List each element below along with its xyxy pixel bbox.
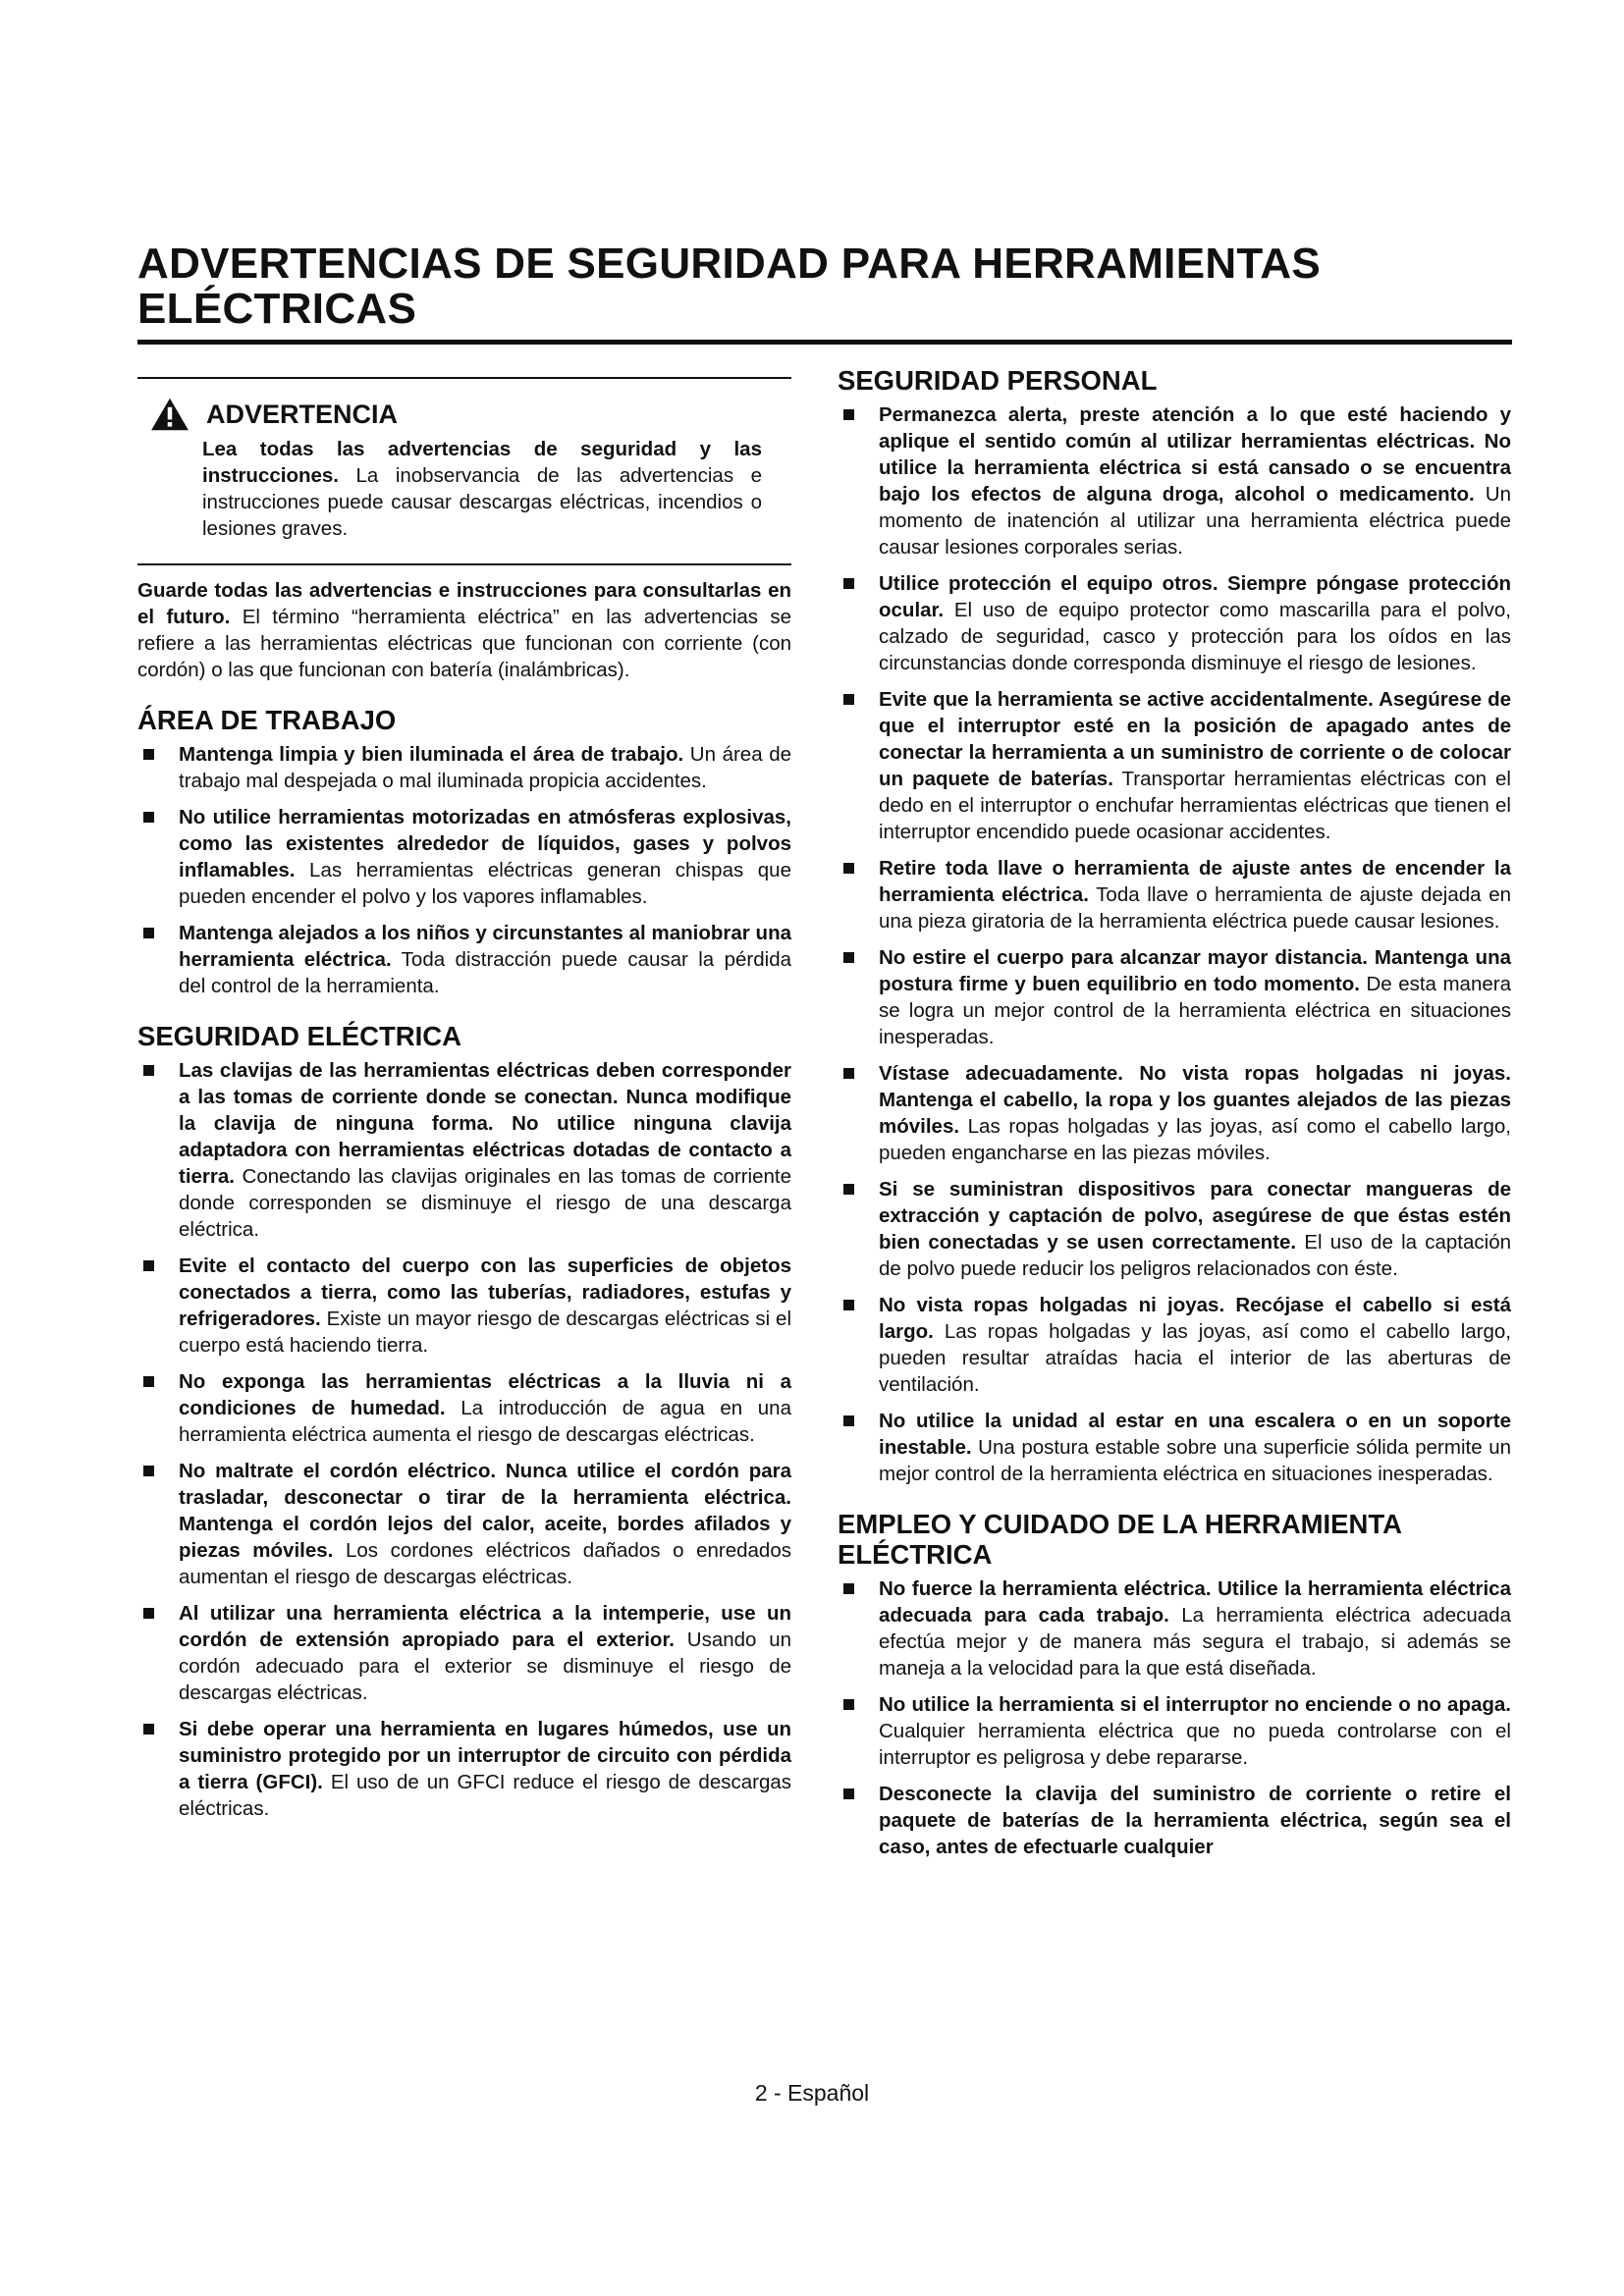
list-item: No utilice herramientas motorizadas en atmósferas explosivas, como las existentes alrededor de líquidos, gases y polvos inflamables. Las herramientas eléctricas generan chispas que pueden encender el polvo y los vapores inflamables.: [137, 804, 791, 910]
bullet-icon: [843, 1789, 854, 1799]
list-item: No estire el cuerpo para alcanzar mayor distancia. Mantenga una postura firme y buen equilibrio en todo momento. De esta manera se logra un mejor control de la herramienta eléctrica en situaciones inesperadas.: [838, 944, 1511, 1050]
section-heading-personal: SEGURIDAD PERSONAL: [838, 365, 1158, 396]
bullet-icon: [143, 1608, 154, 1619]
bullet-icon: [843, 1184, 854, 1195]
section-heading-area: ÁREA DE TRABAJO: [137, 705, 397, 735]
personal-list: [838, 401, 1511, 1487]
list-item: Al utilizar una herramienta eléctrica a la intemperie, use un cordón de extensión apropiado para el exterior. Usando un cordón adecuado para el exterior se disminuye el riesgo de descargas eléctricas.: [137, 1600, 791, 1706]
bullet-icon: [843, 863, 854, 874]
right-column: [838, 365, 1511, 1870]
bullet-icon: [843, 578, 854, 589]
area-list: [137, 741, 791, 999]
list-item: Utilice protección el equipo otros. Siempre póngase protección ocular. El uso de equipo protector como mascarilla para el polvo, calzado de seguridad, casco y protección para los oídos en las circunstancias donde corresponda disminuye el riesgo de lesiones.: [838, 570, 1511, 676]
section-heading-empleo: EMPLEO Y CUIDADO DE LA HERRAMIENTA ELÉCTRICA: [838, 1509, 1401, 1570]
bullet-icon: [843, 1300, 854, 1310]
bullet-icon: [843, 1415, 854, 1426]
warning-triangle-icon: [147, 397, 192, 432]
list-item: No vista ropas holgadas ni joyas. Recójase el cabello si está largo. Las ropas holgadas y las joyas, así como el cabello largo, pueden resultar atraídas hacia el interior de las aberturas de ventilación.: [838, 1292, 1511, 1398]
bullet-icon: [143, 1724, 154, 1735]
list-item: Si debe operar una herramienta en lugares húmedos, use un suministro protegido por un interruptor de circuito con pérdida a tierra (GFCI). El uso de un GFCI reduce el riesgo de descargas eléctricas.: [137, 1716, 791, 1822]
bullet-icon: [843, 952, 854, 963]
warning-header: [137, 397, 791, 432]
list-item: Mantenga limpia y bien iluminada el área de trabajo. Un área de trabajo mal despejada o mal iluminada propicia accidentes.: [137, 741, 791, 794]
warning-text: Lea todas las advertencias de seguridad y las instrucciones. La inobservancia de las advertencias e instrucciones puede causar descargas eléctricas, incendios o lesiones graves.: [202, 438, 762, 540]
bullet-icon: [143, 1466, 154, 1476]
page-title: ADVERTENCIAS DE SEGURIDAD PARA HERRAMIENTAS ELÉCTRICAS: [137, 240, 1322, 333]
list-item: Las clavijas de las herramientas eléctricas deben corresponder a las tomas de corriente donde se conectan. Nunca modifique la clavija de ninguna forma. No utilice ninguna clavija adaptadora con herramientas eléctricas dotadas de contacto a tierra. Conectando las clavijas originales en las tomas de corriente donde corresponden se disminuye el riesgo de una descarga eléctrica.: [137, 1057, 791, 1243]
list-item: Mantenga alejados a los niños y circunstantes al maniobrar una herramienta eléctrica. Toda distracción puede causar la pérdida del control de la herramienta.: [137, 920, 791, 999]
bullet-icon: [143, 1260, 154, 1271]
page-number: 2 - Español: [754, 2080, 870, 2106]
list-item: Retire toda llave o herramienta de ajuste antes de encender la herramienta eléctrica. Toda llave o herramienta de ajuste dejada en una pieza giratoria de la herramienta eléctrica puede causar lesiones.: [838, 855, 1511, 934]
list-item: Vístase adecuadamente. No vista ropas holgadas ni joyas. Mantenga el cabello, la ropa y los guantes alejados de las piezas móviles. Las ropas holgadas y las joyas, así como el cabello largo, pueden engancharse en las piezas móviles.: [838, 1060, 1511, 1166]
bullet-icon: [143, 812, 154, 823]
bullet-icon: [843, 1583, 854, 1594]
electrica-list: [137, 1057, 791, 1822]
bullet-icon: [843, 1699, 854, 1710]
bullet-icon: [843, 409, 854, 420]
bullet-icon: [143, 1376, 154, 1387]
empleo-list: [838, 1575, 1511, 1860]
left-column: [137, 365, 791, 1832]
list-item: No utilice la unidad al estar en una escalera o en un soporte inestable. Una postura estable sobre una superficie sólida permite un mejor control de la herramienta eléctrica en situaciones inesperadas.: [838, 1408, 1511, 1487]
bullet-icon: [843, 1068, 854, 1079]
bullet-icon: [143, 749, 154, 760]
warning-heading: ADVERTENCIA: [206, 399, 399, 429]
list-item: Desconecte la clavija del suministro de corriente o retire el paquete de baterías de la herramienta eléctrica, según sea el caso, antes de efectuarle cualquier: [838, 1781, 1511, 1860]
list-item: Evite el contacto del cuerpo con las superficies de objetos conectados a tierra, como las tuberías, radiadores, estufas y refrigeradores. Existe un mayor riesgo de descargas eléctricas si el cuerpo está haciendo tierra.: [137, 1253, 791, 1359]
bullet-icon: [143, 928, 154, 938]
list-item: No maltrate el cordón eléctrico. Nunca utilice el cordón para trasladar, desconectar o tirar de la herramienta eléctrica. Mantenga el cordón lejos del calor, aceite, bordes afilados y piezas móviles. Los cordones eléctricos dañados o enredados aumentan el riesgo de descargas eléctricas.: [137, 1458, 791, 1590]
bullet-icon: [143, 1065, 154, 1076]
list-item: Si se suministran dispositivos para conectar mangueras de extracción y captación de polvo, asegúrese de que éstas estén bien conectadas y se usen correctamente. El uso de la captación de polvo puede reducir los peligros relacionados con éste.: [838, 1176, 1511, 1282]
section-heading-electrica: SEGURIDAD ELÉCTRICA: [137, 1021, 462, 1051]
list-item: Evite que la herramienta se active accidentalmente. Asegúrese de que el interruptor esté en la posición de apagado antes de conectar la herramienta a un suministro de corriente o de colocar un paquete de baterías. Transportar herramientas eléctricas con el dedo en el interruptor o enchufar herramientas eléctricas que tienen el interruptor encendido puede ocasionar accidentes.: [838, 686, 1511, 845]
list-item: No utilice la herramienta si el interruptor no enciende o no apaga. Cualquier herramienta eléctrica que no pueda controlarse con el interruptor es peligrosa y debe repararse.: [838, 1691, 1511, 1771]
list-item: No exponga las herramientas eléctricas a la lluvia ni a condiciones de humedad. La introducción de agua en una herramienta eléctrica aumenta el riesgo de descargas eléctricas.: [137, 1368, 791, 1448]
list-item: No fuerce la herramienta eléctrica. Utilice la herramienta eléctrica adecuada para cada trabajo. La herramienta eléctrica adecuada efectúa mejor y de manera más segura el trabajo, si además se maneja a la velocidad para la que está diseñada.: [838, 1575, 1511, 1682]
bullet-icon: [843, 694, 854, 705]
list-item: Permanezca alerta, preste atención a lo que esté haciendo y aplique el sentido común al utilizar herramientas eléctricas. No utilice la herramienta eléctrica si está cansado o se encuentra bajo los efectos de alguna droga, alcohol o medicamento. Un momento de inatención al utilizar una herramienta eléctrica puede causar lesiones corporales serias.: [838, 401, 1511, 561]
warning-box: [137, 377, 791, 565]
intro-paragraph: Guarde todas las advertencias e instrucciones para consultarlas en el futuro. El término “herramienta eléctrica” en las advertencias se refiere a las herramientas eléctricas que funcionan con corriente (con cordón) o las que funcionan con batería (inalámbricas).: [137, 579, 791, 681]
title-divider: [137, 340, 1512, 345]
